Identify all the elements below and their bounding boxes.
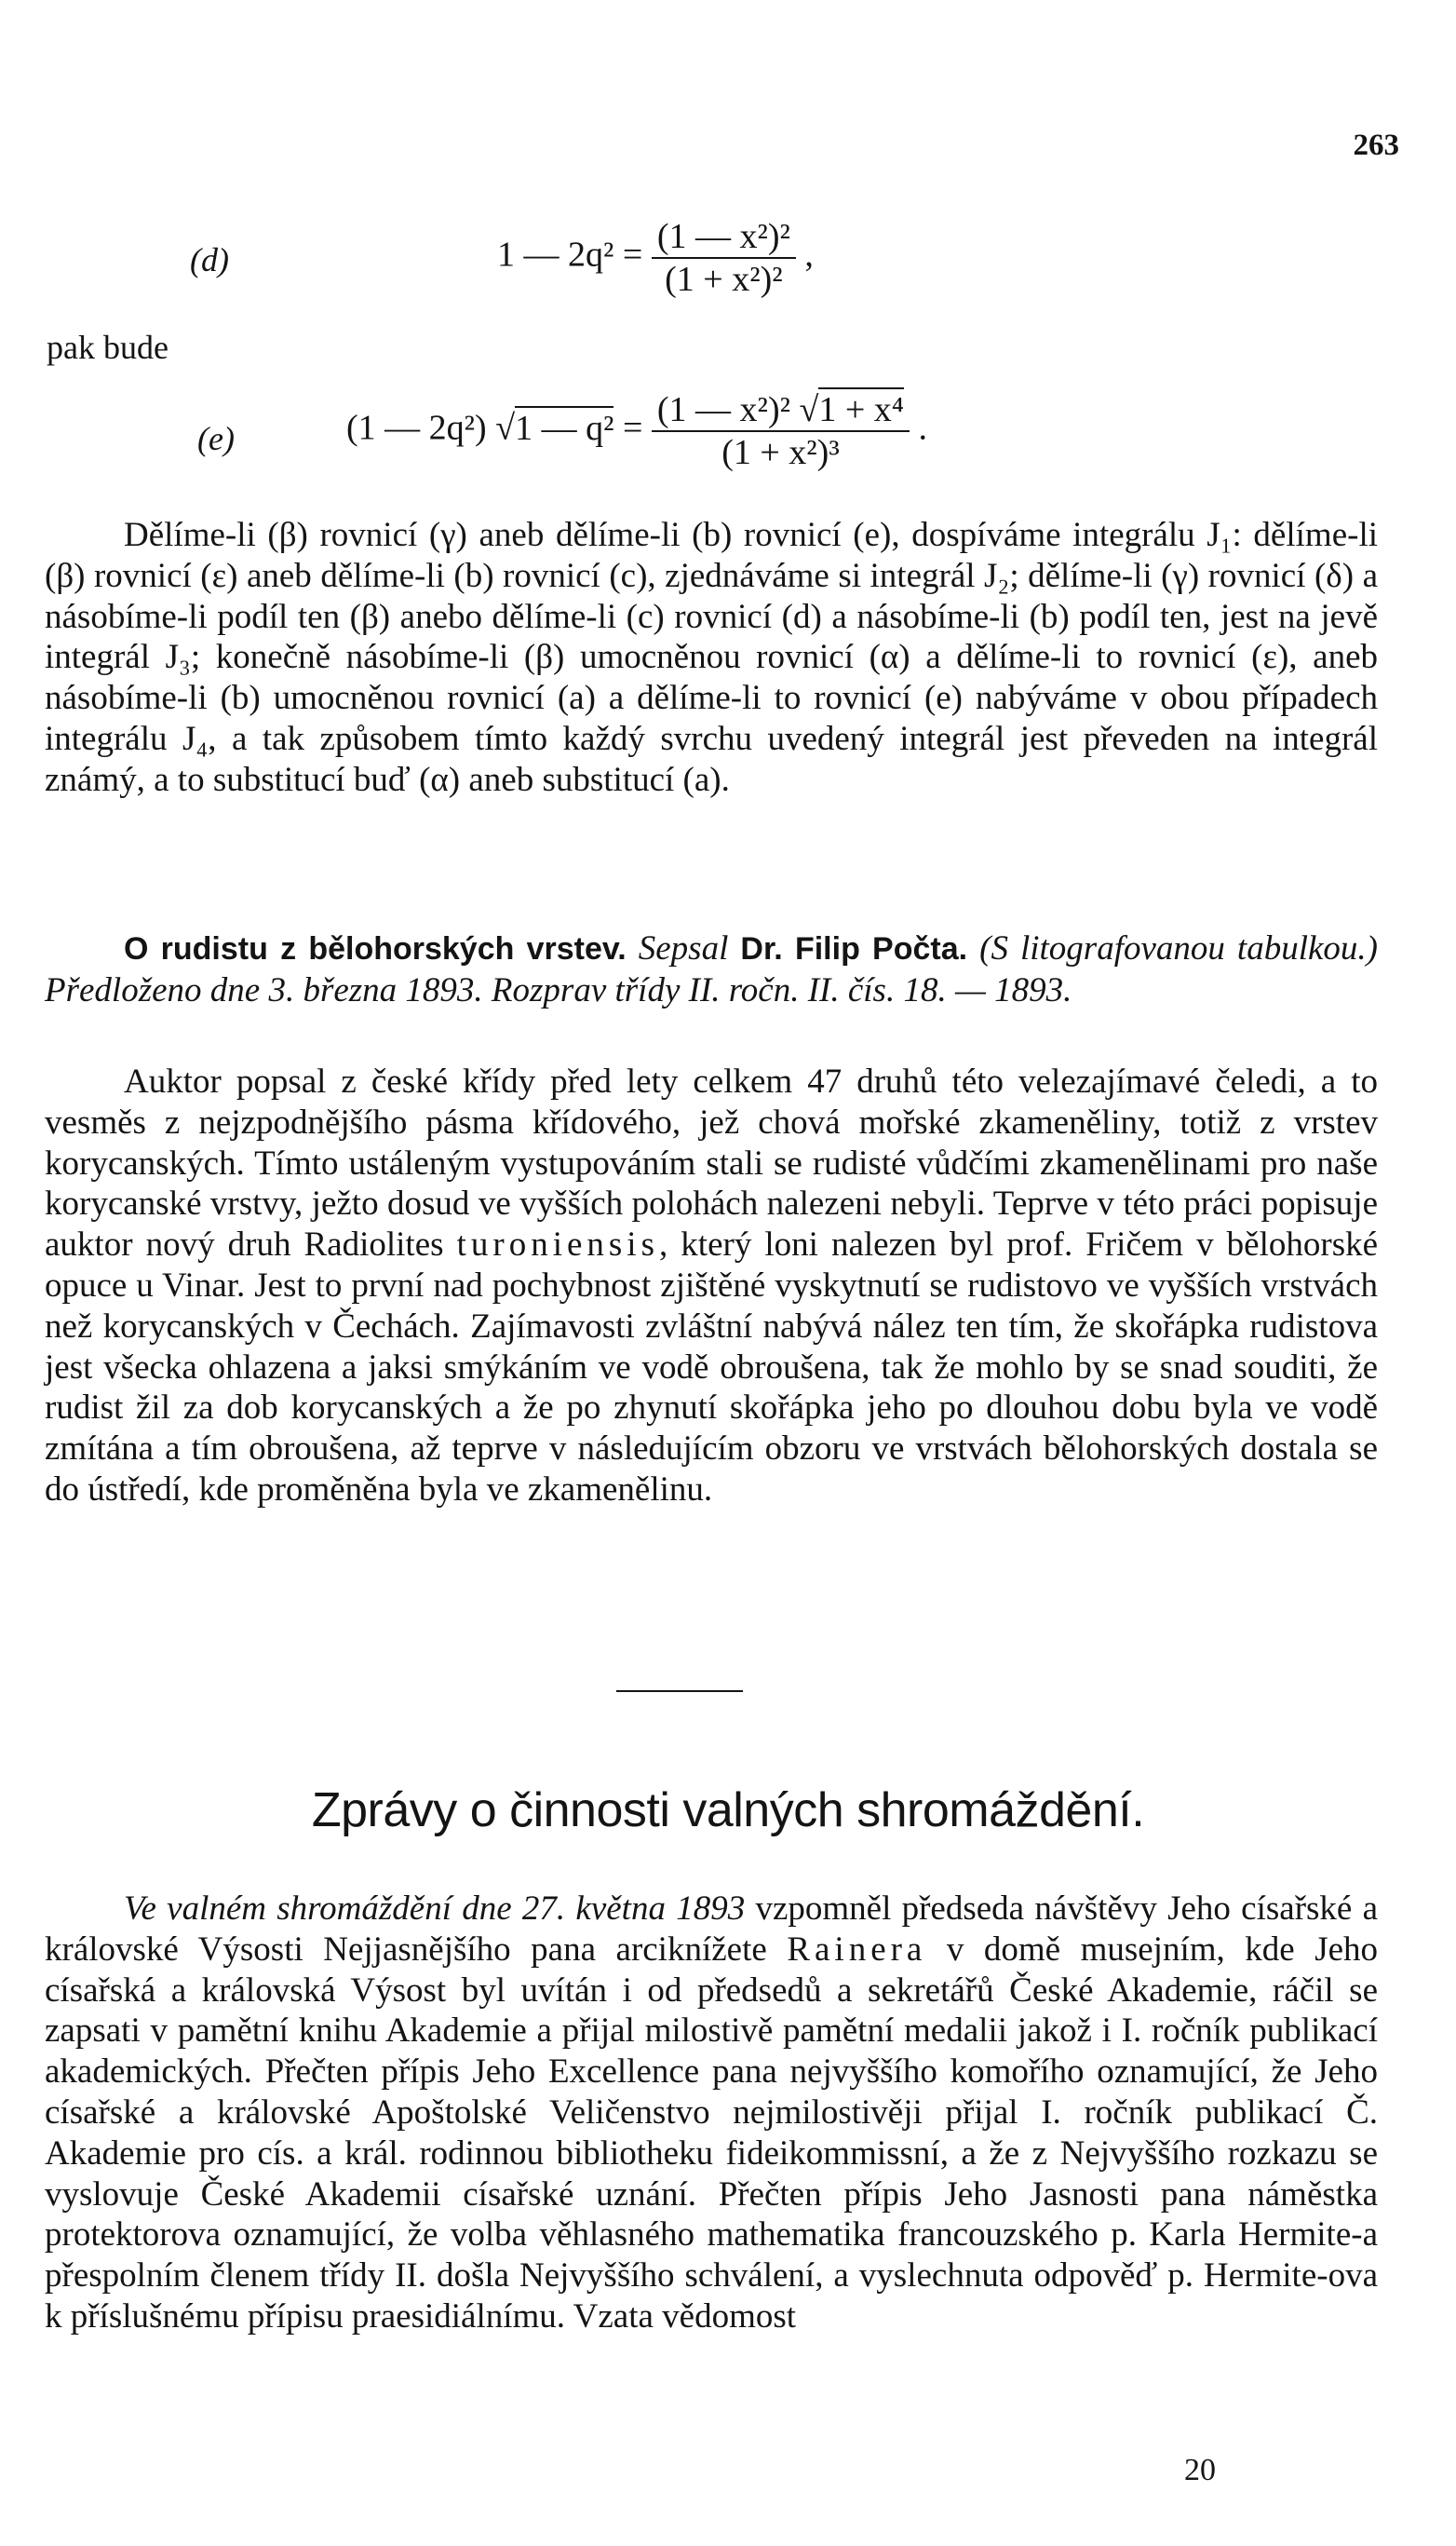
assembly-date: Ve valném shromáždění dne 27. května 1893 <box>124 1889 746 1928</box>
equation-e-numerator-sqrt: 1 + x⁴ <box>818 387 904 429</box>
equation-d-numerator: (1 — x²)² <box>652 216 796 259</box>
equation-d-fraction <box>652 216 796 300</box>
article-title: O rudistu z bělohorských vrstev. <box>124 931 627 967</box>
section-divider <box>616 1690 743 1692</box>
equation-e <box>346 389 927 473</box>
equation-d <box>497 216 814 300</box>
equation-d-denominator: (1 + x²)² <box>665 260 783 299</box>
equation-d-label: (d) <box>190 241 229 278</box>
article-author: Dr. Filip Počta. <box>740 931 968 967</box>
equation-e-trail: . <box>918 408 928 448</box>
paragraph-rudist <box>45 1062 1378 1510</box>
equation-d-lhs: 1 — 2q² = <box>497 235 643 275</box>
paragraph-assembly-part-b: v domě musejním, kde Jeho císařská a královská Výsost byl uvítán i od předsedů a sekretářů České Akademie, ráčil se zapsati v pamětní knihu Akademie a přijal milostivě pamětní medalii jakož i I. ročník publikací akademických. Přečten přípis Jeho Excellence pana nejvyššího komořího oznamující, že Jeho císařské a královské Apoštolské Veličenstvo nejmilostivěji přijal I. ročník publikací Č. Akademie pro cís. a král. rodinnou bibliotheku fideikommissní, a že z Nejvyššího rozkazu se vyslovuje České Akademii císařské uznání. Přečten přípis Jeho Jasnosti pana náměstka protektorova oznamující, že volba věhlasného mathematika francouzského p. Karla Hermite-a přespolním členem třídy II. došla Nejvyššího schválení, a vyslechnuta odpověď p. Hermite-ova k příslušnému přípisu praesidiálnímu. Vzata vědomost <box>45 1930 1379 2336</box>
paragraph-integrals: Dělíme-li (β) rovnicí (γ) aneb dělíme-li (b) rovnicí (e), dospíváme integrálu J₁: dělíme-li (β) rovnicí (ε) aneb dělíme-li (b) rovnicí (c), zjednáváme si integrál J₂; dělíme-li (γ) rovnicí (δ) a násobíme-li podíl ten (β) anebo dělíme-li (c) rovnicí (d) a násobíme-li (b) podíl ten, jest na jevě integrál J₃; konečně násobíme-li (β) umocněnou rovnicí (α) a dělíme-li to rovnicí (ε), aneb násobíme-li (b) umocněnou rovnicí (a) a dělíme-li to rovnicí (e) nabýváme v obou případech integrálu J₄, a tak způsobem tímto každý svrchu uvedený integrál jest převeden na integrál známý, a to substitucí buď (α) aneb substitucí (a). <box>45 516 1378 799</box>
paragraph-assembly-part-a: vzpomněl předseda návštěvy Jeho císařské a královské Výsosti Nejjasnějšího pana arciknížete <box>45 1889 1379 1969</box>
sqrt-icon: √ <box>495 408 516 448</box>
equation-e-fraction <box>652 389 910 473</box>
pak-bude-text: pak bude <box>47 329 169 366</box>
article-heading <box>45 928 1378 1011</box>
sqrt-icon: √ <box>799 390 819 429</box>
equation-e-lhs: (1 — 2q²) <box>346 408 487 448</box>
equation-e-denominator: (1 + x²)³ <box>721 433 840 472</box>
equation-e-sqrt-lhs: 1 — q² <box>515 406 613 448</box>
species-name: turoniensis <box>456 1226 659 1265</box>
paragraph-rudist-part-a: Auktor popsal z české křídy před lety celkem 47 druhů této velezajímavé čeledi, a to vesměs z nejzpodnějšího pásma křídového, jež chová mořské zkameněliny, totiž z vrstev korycanských. Tímto ustáleným vystupováním stali se rudisté vůdčími zkamenělinami pro naše korycanské vrstvy, ježto dosud ve vyšších polohách nalezeni nebyli. Teprve v této práci popisuje auktor nový druh Radiolites <box>45 1063 1378 1265</box>
equation-e-equals: = <box>622 408 643 448</box>
signature-number: 20 <box>1184 2453 1216 2487</box>
page-number: 263 <box>1353 129 1399 162</box>
section-heading: Zprávy o činnosti valných shromáždění. <box>311 1783 1145 1837</box>
article-author-prefix: Sepsal <box>638 929 729 968</box>
archduke-name: Rainera <box>787 1930 927 1969</box>
paragraph-rudist-part-b: , který loni nalezen byl prof. Fričem v bělohorské opuce u Vinar. Jest to první nad pochybnost zjištěné vyskytnutí se rudistovo ve vyšších vrstvách než korycanských v Čechách. Zajímavosti zvláštní nabývá nález ten tím, že skořápka rudistova jest všecka ohlazena a jaksi smýkáním ve vodě obroušena, tak že mohlo by se snad souditi, že rudist žil za dob korycanských a že po zhynutí skořápka jeho po dlouhou dobu byla ve vodě zmítána a tím obroušena, až teprve v následujícím obzoru ve vrstvách bělohorských dostala se do ústředí, kde proměněna byla ve zkamenělinu. <box>45 1226 1379 1509</box>
equation-e-numerator-a: (1 — x²)² <box>656 390 790 429</box>
equation-d-trail: , <box>804 235 814 275</box>
equation-e-numerator <box>652 389 910 432</box>
article-meta: (S litografovanou tabulkou.) Předloženo dne 3. března 1893. Rozprav třídy II. ročn. II. čís. 18. — 1893. <box>45 929 1378 1009</box>
paragraph-assembly <box>45 1889 1378 2337</box>
equation-e-label: (e) <box>197 420 235 457</box>
